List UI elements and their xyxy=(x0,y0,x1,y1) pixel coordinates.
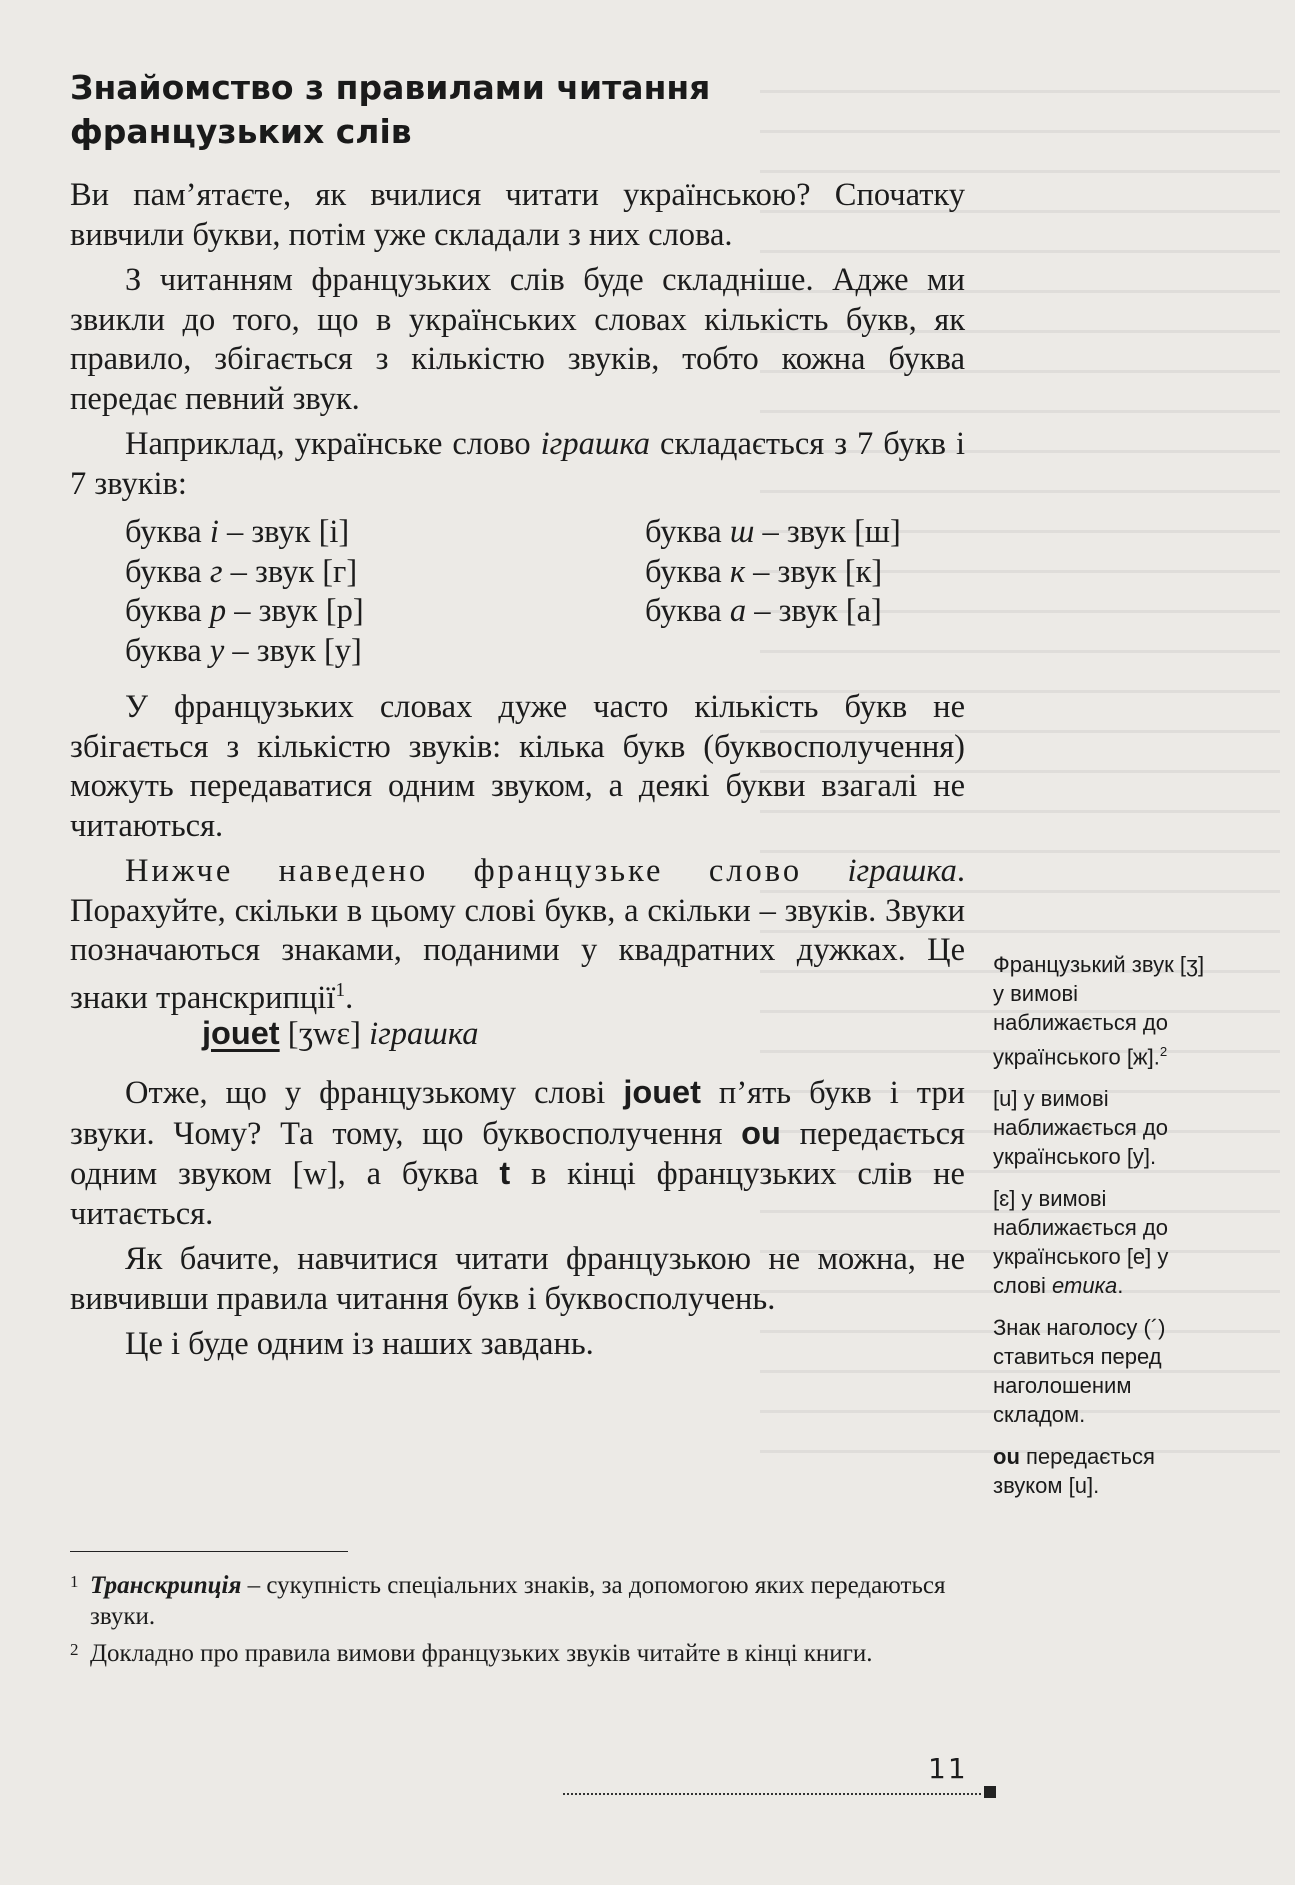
translation: іграшка xyxy=(369,1016,479,1052)
p6-text-c: п’ять букв і три звуки. Чому? Та тому, що буквосполучення xyxy=(70,1075,965,1152)
margin-note-e xyxy=(993,1184,1213,1300)
page-number: 11 xyxy=(928,1752,968,1785)
p5-text-a: Нижче наведено французьке слово xyxy=(125,853,848,889)
footnote-text: Докладно про правила вимови французьких звуків читайте в кінці книги. xyxy=(90,1640,873,1667)
row-letter: р xyxy=(209,593,227,629)
example-word xyxy=(202,1013,478,1054)
letters-column-right xyxy=(645,513,901,632)
margin-note-ou xyxy=(993,1442,1213,1500)
letter-row xyxy=(645,513,901,553)
footnote-text: – сукупність спеціальних знаків, за допомогою яких передаються звуки. xyxy=(90,1572,946,1630)
row-letter: к xyxy=(729,553,746,590)
p3-text-b: складається з 7 букв і 7 звуків: xyxy=(70,426,966,502)
french-word: jouet xyxy=(202,1015,280,1051)
row-sound: – звук [р] xyxy=(226,593,364,629)
p6-text-g: в кінці французьких слів не читається. xyxy=(70,1156,965,1232)
note-bold: ou xyxy=(993,1444,1020,1470)
dotted-rule xyxy=(563,1793,981,1795)
explanation-text xyxy=(70,688,965,1018)
row-letter: у xyxy=(209,632,225,669)
row-sound: – звук [к] xyxy=(745,553,883,590)
title-line-2: французьких слів xyxy=(70,112,412,151)
note-text: Французький звук [ʒ] у вимові наближається до українського [ж]. xyxy=(993,952,1205,1070)
row-text: буква xyxy=(645,553,730,590)
p5-text-b: . Порахуйте, скільки в цьому слові букв, а скільки – звуків. Звуки позначаються знаками, поданими у квадратних дужках. Це знаки транскрипції xyxy=(70,853,965,1016)
letter-row xyxy=(645,553,901,593)
margin-note-u: [u] у вимові наближається до українського [у]. xyxy=(993,1086,1168,1170)
letters-column-left xyxy=(125,513,364,671)
letter-row xyxy=(125,592,364,632)
p3-text-a: Наприклад, українське слово xyxy=(125,426,541,462)
row-sound: – звук [і] xyxy=(218,514,350,550)
row-text: буква xyxy=(125,593,210,629)
row-letter: і xyxy=(209,514,219,550)
paragraph-5 xyxy=(70,852,965,1018)
footnote-term: Транскрипція xyxy=(90,1572,242,1599)
paragraph-7: Як бачите, навчитися читати французькою не можна, не вивчивши правила читання букв і буквосполучень. xyxy=(70,1241,965,1317)
p5-end: . xyxy=(345,979,354,1016)
footnote-divider xyxy=(70,1551,348,1552)
p5-italic-word: іграшка xyxy=(847,853,957,889)
paragraph-1: Ви пам’ятаєте, як вчилися читати українською? Спочатку вивчили букви, потім уже складали з них слова. xyxy=(70,177,965,253)
footnote-number: 2 xyxy=(70,1640,79,1659)
row-sound: – звук [г] xyxy=(222,553,358,590)
p6-bold-ou: ou xyxy=(741,1114,781,1151)
margin-note-stress: Знак наголосу (´) ставиться перед наголошеним складом. xyxy=(993,1315,1166,1428)
row-sound: – звук [ш] xyxy=(754,514,901,550)
letter-row xyxy=(645,592,901,632)
row-letter: г xyxy=(209,553,223,590)
row-text: буква xyxy=(125,553,210,590)
intro-text xyxy=(70,176,965,504)
row-letter: а xyxy=(729,593,747,629)
conclusion-text xyxy=(70,1073,965,1365)
p6-bold-t: t xyxy=(499,1155,511,1191)
row-text: буква xyxy=(125,632,210,669)
transcription: [ʒwɛ] xyxy=(287,1016,361,1052)
footnote-ref-2: 2 xyxy=(1159,1044,1168,1059)
letter-row xyxy=(125,513,364,553)
row-text: буква xyxy=(125,514,210,550)
p6-bold-jouet: jouet xyxy=(623,1074,701,1110)
margin-note-zh xyxy=(993,950,1213,1071)
footnote-ref-1: 1 xyxy=(335,979,346,1001)
footnote-1 xyxy=(70,1570,970,1632)
p6-text-a: Отже, що у французькому слові xyxy=(125,1075,624,1111)
note-italic: етика xyxy=(1052,1273,1118,1299)
paragraph-6 xyxy=(70,1073,965,1234)
row-sound: – звук [у] xyxy=(224,632,362,669)
paragraph-3 xyxy=(70,425,965,504)
letter-row xyxy=(125,632,364,672)
p3-italic-word: іграшка xyxy=(540,426,651,462)
letter-row xyxy=(125,553,364,593)
note-text: [ɛ] у вимові наближається до українського [е] у слові xyxy=(993,1186,1169,1299)
paragraph-8: Це і буде одним із наших завдань. xyxy=(125,1326,594,1362)
note-end: . xyxy=(1117,1273,1124,1299)
title-line-1: Знайомство з правилами читання xyxy=(70,68,711,107)
margin-notes xyxy=(993,950,1213,1513)
row-text: буква xyxy=(645,593,730,629)
footnote-number: 1 xyxy=(70,1572,79,1591)
footnotes xyxy=(70,1570,970,1675)
note-text: передається звуком [u]. xyxy=(993,1444,1155,1499)
p6-text-e: передається одним звуком [w], а буква xyxy=(70,1115,966,1192)
paragraph-2: З читанням французьких слів буде складніше. Адже ми звикли до того, що в українських словах кількість букв, як правило, збігається з кількістю звуків, тобто кожна буква передає певний звук. xyxy=(70,262,965,417)
section-title xyxy=(70,66,950,154)
row-text: буква xyxy=(645,514,730,550)
row-sound: – звук [а] xyxy=(746,593,882,629)
square-marker xyxy=(984,1786,996,1798)
footnote-2 xyxy=(70,1638,970,1669)
row-letter: ш xyxy=(729,514,755,550)
paragraph-4: У французьких словах дуже часто кількість букв не збігається з кількістю звуків: кілька букв (буквосполучення) можуть передаватися одним звуком, а деякі букви взагалі не читаються. xyxy=(70,689,965,844)
